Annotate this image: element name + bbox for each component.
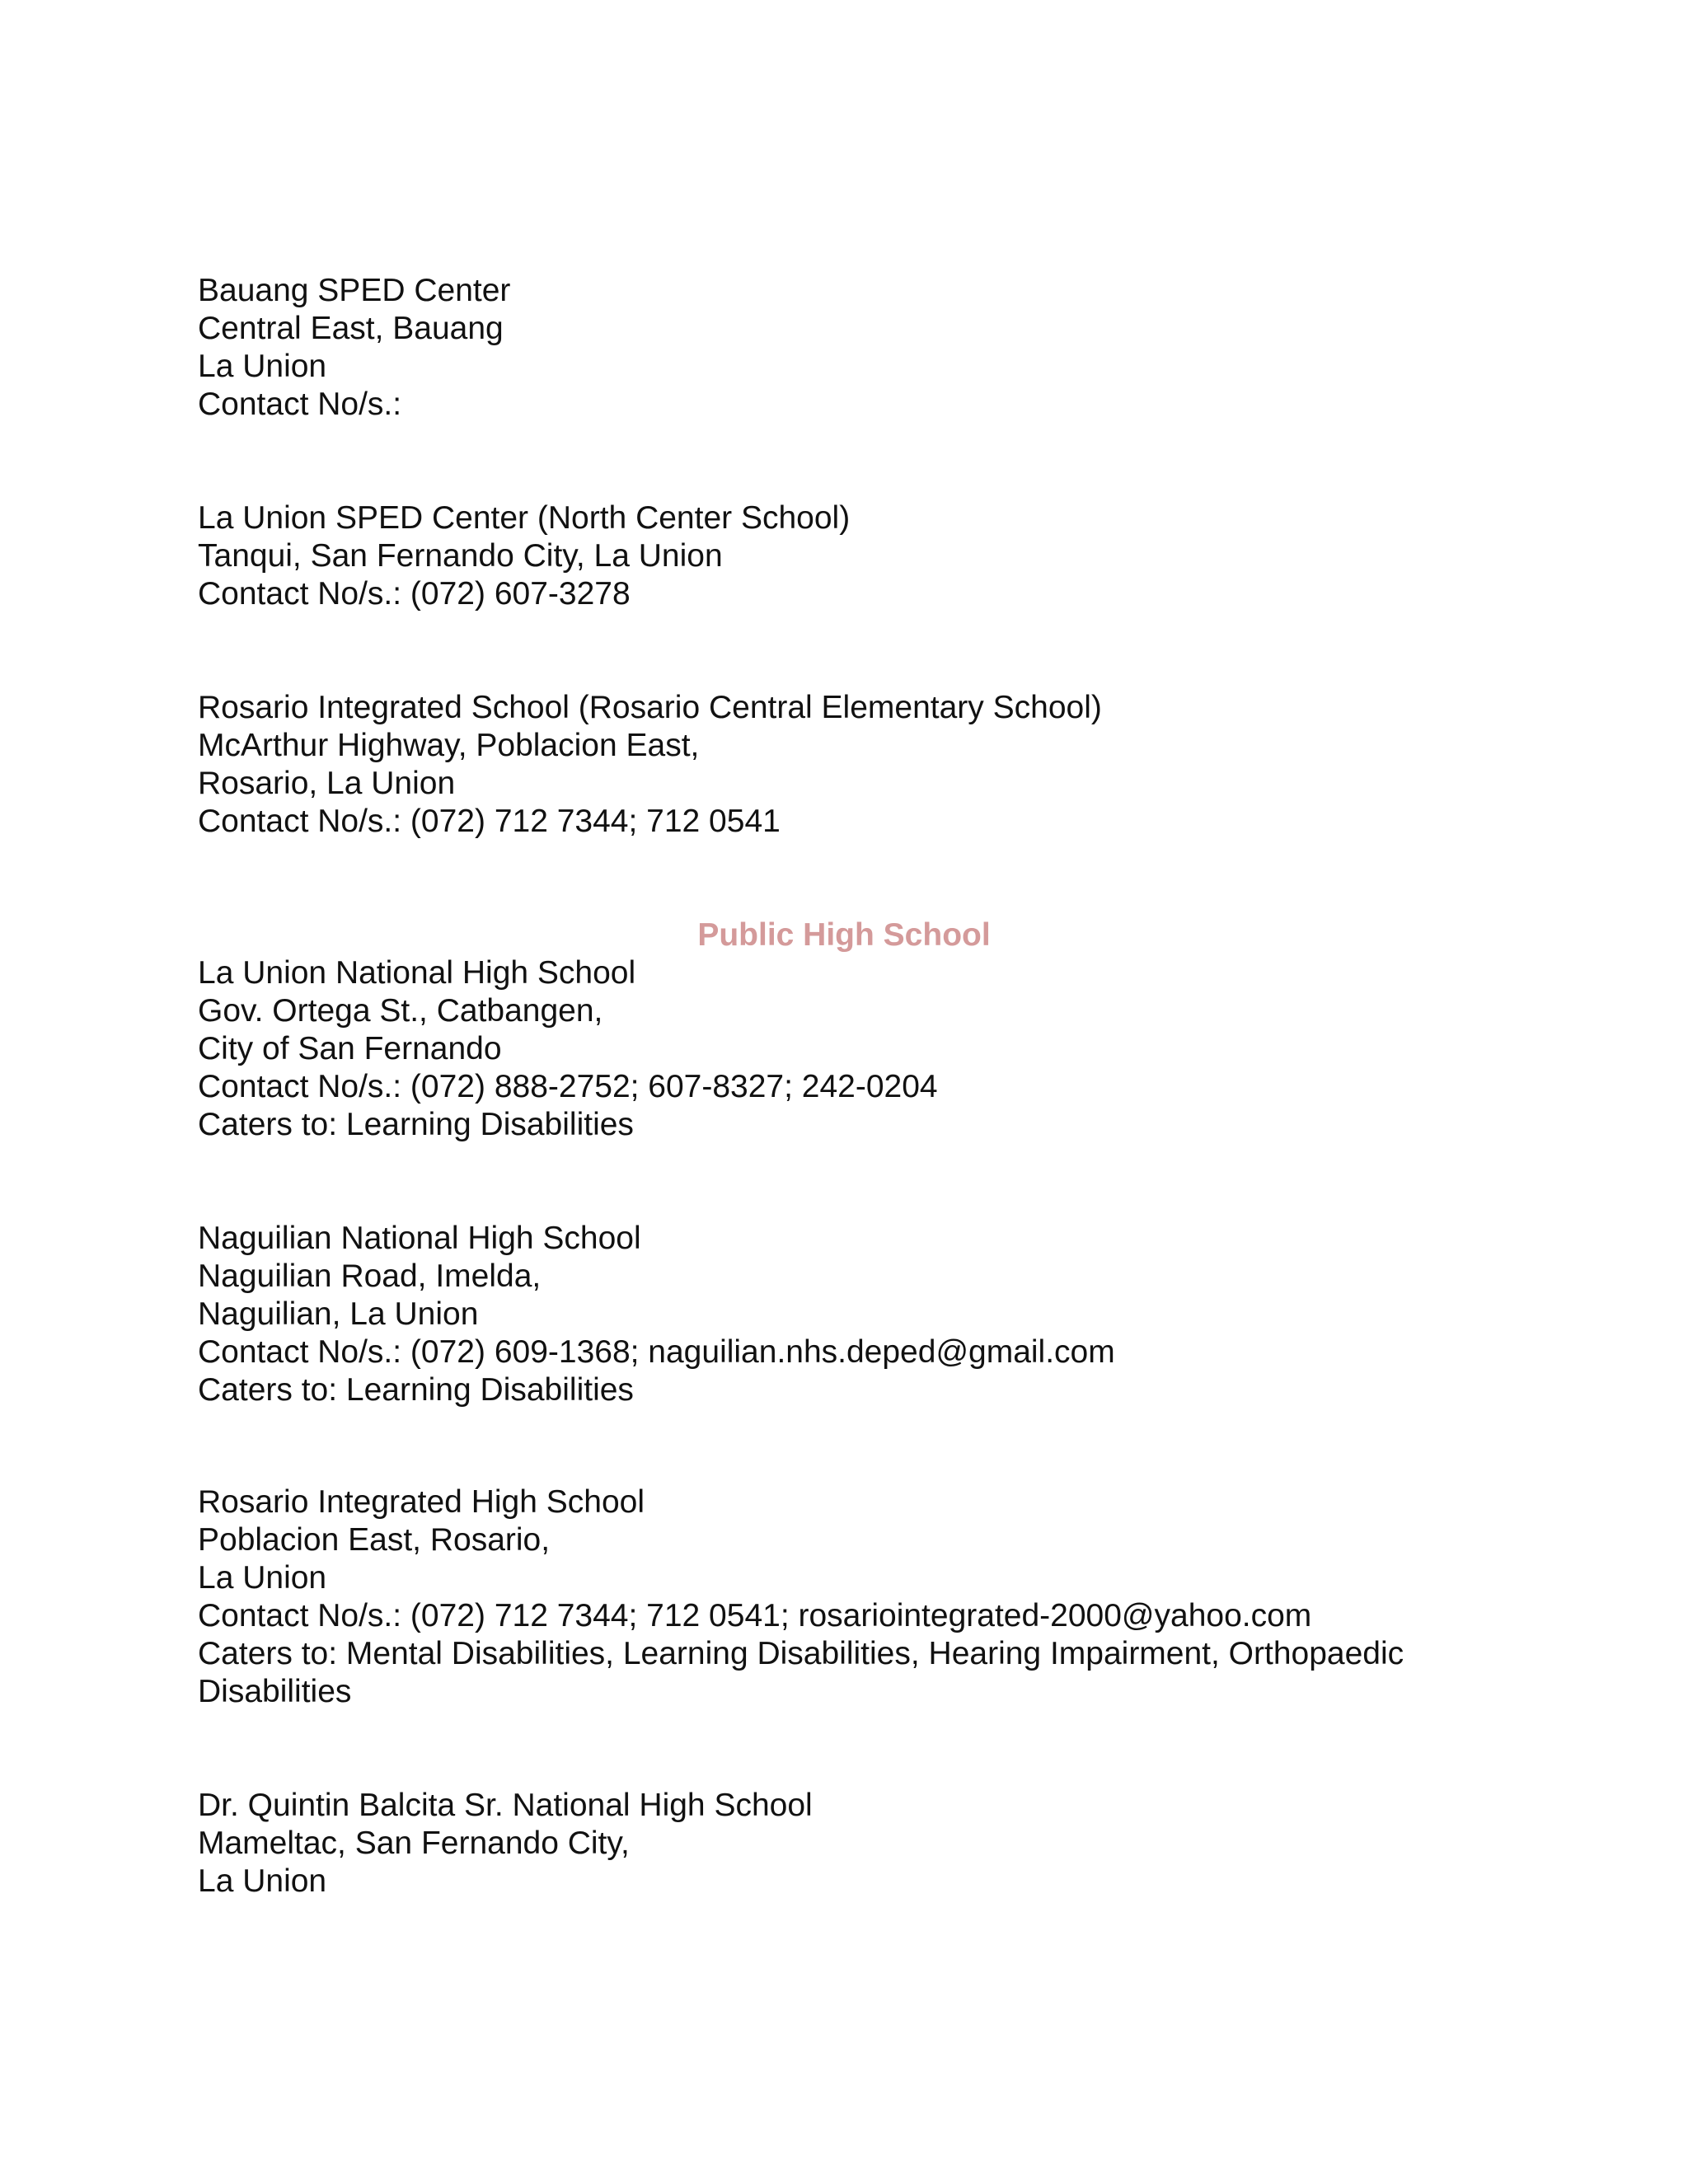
school-name: Naguilian National High School: [198, 1221, 641, 1256]
school-address-line: Naguilian Road, Imelda,: [198, 1258, 542, 1294]
school-name: Rosario Integrated High School: [198, 1484, 645, 1520]
school-entry-quintin-balcita-nhs: [198, 1787, 1517, 1900]
school-address-line: Tanqui, San Fernando City, La Union: [198, 538, 723, 574]
school-address-line: La Union: [198, 1863, 327, 1899]
school-address-line: La Union: [198, 1560, 327, 1596]
school-address-line: Gov. Ortega St., Catbangen,: [198, 993, 603, 1029]
school-address-line: Central East, Bauang: [198, 311, 504, 346]
school-name: Bauang SPED Center: [198, 273, 511, 308]
school-name: Dr. Quintin Balcita Sr. National High School: [198, 1788, 813, 1823]
school-address-line: Naguilian, La Union: [198, 1296, 479, 1332]
school-contact: Contact No/s.: (072) 712 7344; 712 0541: [198, 804, 781, 839]
school-caters-to: Caters to: Learning Disabilities: [198, 1107, 634, 1142]
school-address-line: Mameltac, San Fernando City,: [198, 1825, 630, 1861]
school-contact: Contact No/s.: (072) 607-3278: [198, 576, 631, 612]
school-caters-to: Caters to: Mental Disabilities, Learning Disabilities, Hearing Impairment, Orthopaedic Disabilities: [198, 1636, 1404, 1709]
school-entry-la-union-nhs: [198, 954, 1517, 1144]
school-name: La Union National High School: [198, 955, 636, 991]
school-name: Rosario Integrated School (Rosario Central Elementary School): [198, 690, 1102, 725]
school-contact: Contact No/s.: (072) 888-2752; 607-8327; 242-0204: [198, 1069, 938, 1104]
section-heading-public-high-school: Public High School: [697, 917, 991, 953]
school-entry-rosario-integrated-school: [198, 689, 1517, 841]
school-address-line: McArthur Highway, Poblacion East,: [198, 728, 700, 763]
school-address-line: Poblacion East, Rosario,: [198, 1522, 551, 1558]
school-entry-la-union-sped: [198, 499, 1517, 613]
school-contact: Contact No/s.:: [198, 387, 402, 422]
school-caters-to: Caters to: Learning Disabilities: [198, 1372, 634, 1408]
school-entry-rosario-integrated-hs: [198, 1483, 1517, 1711]
school-contact: Contact No/s.: (072) 712 7344; 712 0541; rosariointegrated-2000@yahoo.com: [198, 1598, 1312, 1633]
school-name: La Union SPED Center (North Center School): [198, 500, 851, 536]
school-entry-naguilian-nhs: [198, 1220, 1517, 1409]
school-entry-bauang-sped: [198, 272, 1517, 424]
school-address-line: Rosario, La Union: [198, 766, 456, 801]
school-address-line: La Union: [198, 349, 327, 384]
school-address-line: City of San Fernando: [198, 1031, 502, 1066]
school-contact: Contact No/s.: (072) 609-1368; naguilian.nhs.deped@gmail.com: [198, 1334, 1115, 1370]
